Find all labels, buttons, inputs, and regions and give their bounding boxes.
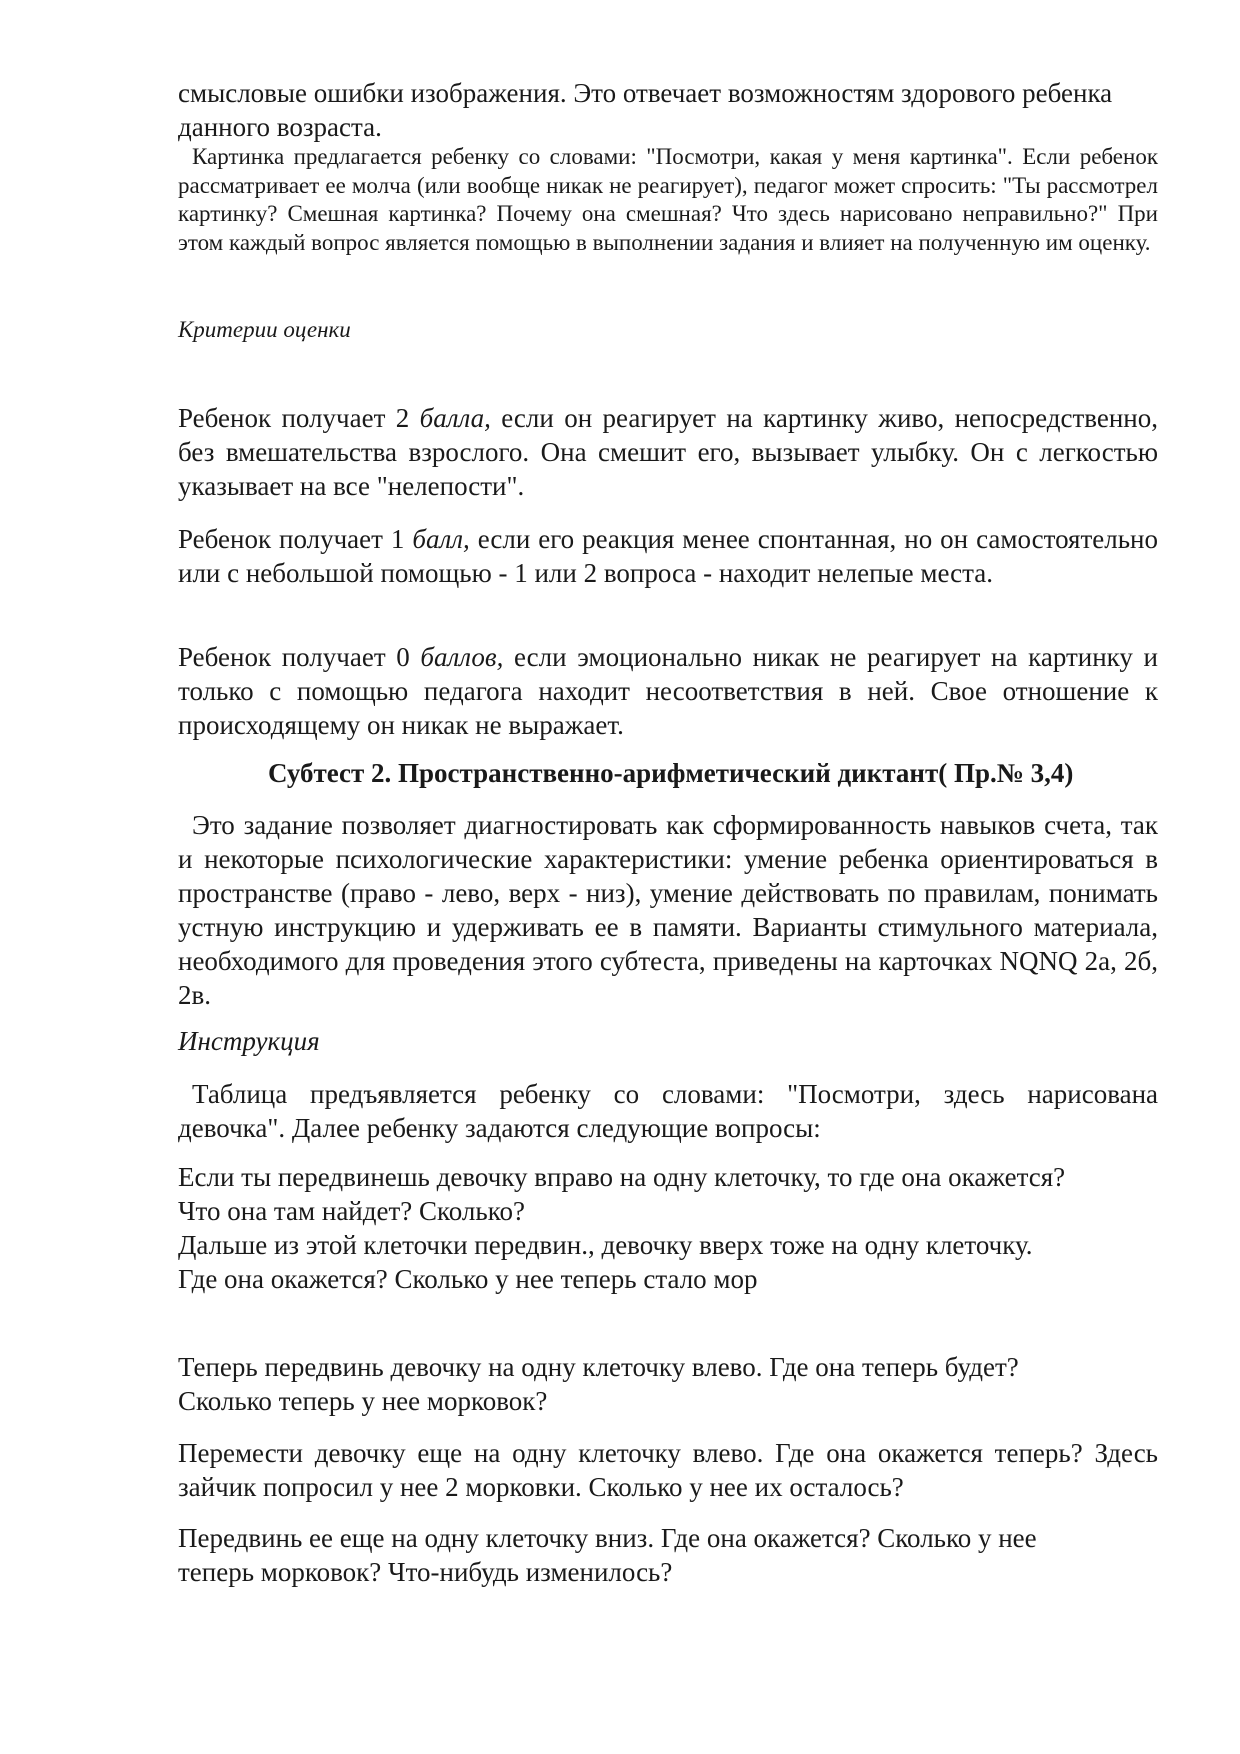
score-0-value: баллов,: [420, 642, 504, 672]
question-block-1: [178, 1160, 1158, 1296]
paragraph-picture-instruction: Картинка предлагается ребенку со словами: "Посмотри, какая у меня картинка". Если ребенок рассматривает ее молча (или вообще никак не реагирует), педагог может спросить: "Ты рассмотрел картинку? Смешная картинка? Почему она смешная? Что здесь нарисовано неправильно?" При этом каждый вопрос является помощью в выполнении задания и влияет на полученную им оценку.: [178, 144, 1158, 255]
question-block-4: [178, 1521, 1158, 1589]
score-2-lead: Ребенок получает 2: [178, 403, 420, 433]
question-line: Если ты передвинешь девочку вправо на одну клеточку, то где она окажется?: [178, 1162, 1066, 1192]
score-0-text: если эмоционально никак не реагирует на картинку и только с помощью педагога находит несоответствия в ней. Свое отношение к происходящему он никак не выражает.: [178, 642, 1158, 740]
question-line: Сколько теперь у нее морковок?: [178, 1386, 548, 1416]
paragraph-intro: смысловые ошибки изображения. Это отвечает возможностям здорового ребенка данного возраста.: [178, 78, 1113, 142]
question-block-3: Перемести девочку еще на одну клеточку влево. Где она окажется теперь? Здесь зайчик попросил у нее 2 морковки. Сколько у нее их осталось?: [178, 1438, 1158, 1502]
criteria-score-0: [178, 640, 1158, 742]
question-line: Где она окажется? Сколько у нее теперь стало мор: [178, 1264, 758, 1294]
score-1-value: балл,: [412, 524, 470, 554]
question-line: Что она там найдет? Сколько?: [178, 1196, 525, 1226]
paragraph-instruction: Таблица предъявляется ребенку со словами: "Посмотри, здесь нарисована девочка". Далее ребенку задаются следующие вопросы:: [178, 1079, 1158, 1143]
score-1-text: если его реакция менее спонтанная, но он самостоятельно или с небольшой помощью - 1 или 2 вопроса - находит нелепые места.: [178, 524, 1158, 588]
instruction-heading: Инструкция: [178, 1026, 320, 1056]
question-line: Передвинь ее еще на одну клеточку вниз. Где она окажется? Сколько у нее: [178, 1523, 1037, 1553]
paragraph-subtest-description: Это задание позволяет диагностировать как сформированность навыков счета, так и некоторые психологические характеристики: умение ребенка ориентироваться в пространстве (право - лево, верх - низ), умение действовать по правилам, понимать устную инструкцию и удерживать ее в памяти. Варианты стимульного материала, необходимого для проведения этого субтеста, приведены на карточках NQNQ 2а, 2б, 2в.: [178, 810, 1158, 1010]
criteria-heading: Критерии оценки: [178, 317, 351, 342]
criteria-score-2: [178, 401, 1158, 503]
score-0-lead: Ребенок получает 0: [178, 642, 421, 672]
question-line: теперь морковок? Что-нибудь изменилось?: [178, 1557, 673, 1587]
score-1-lead: Ребенок получает 1: [178, 524, 413, 554]
criteria-score-1: [178, 522, 1158, 590]
question-line: Дальше из этой клеточки передвин., девочку вверх тоже на одну клеточку.: [178, 1230, 1033, 1260]
score-2-value: балла,: [419, 403, 491, 433]
subtest-heading: Субтест 2. Пространственно-арифметический диктант( Пр.№ 3,4): [268, 758, 1074, 788]
score-2-text: если он реагирует на картинку живо, непосредственно, без вмешательства взрослого. Она смешит его, вызывает улыбку. Он с легкостью указывает на все "нелепости".: [178, 403, 1159, 501]
question-line: Теперь передвинь девочку на одну клеточку влево. Где она теперь будет?: [178, 1352, 1019, 1382]
question-block-2: [178, 1350, 1158, 1418]
